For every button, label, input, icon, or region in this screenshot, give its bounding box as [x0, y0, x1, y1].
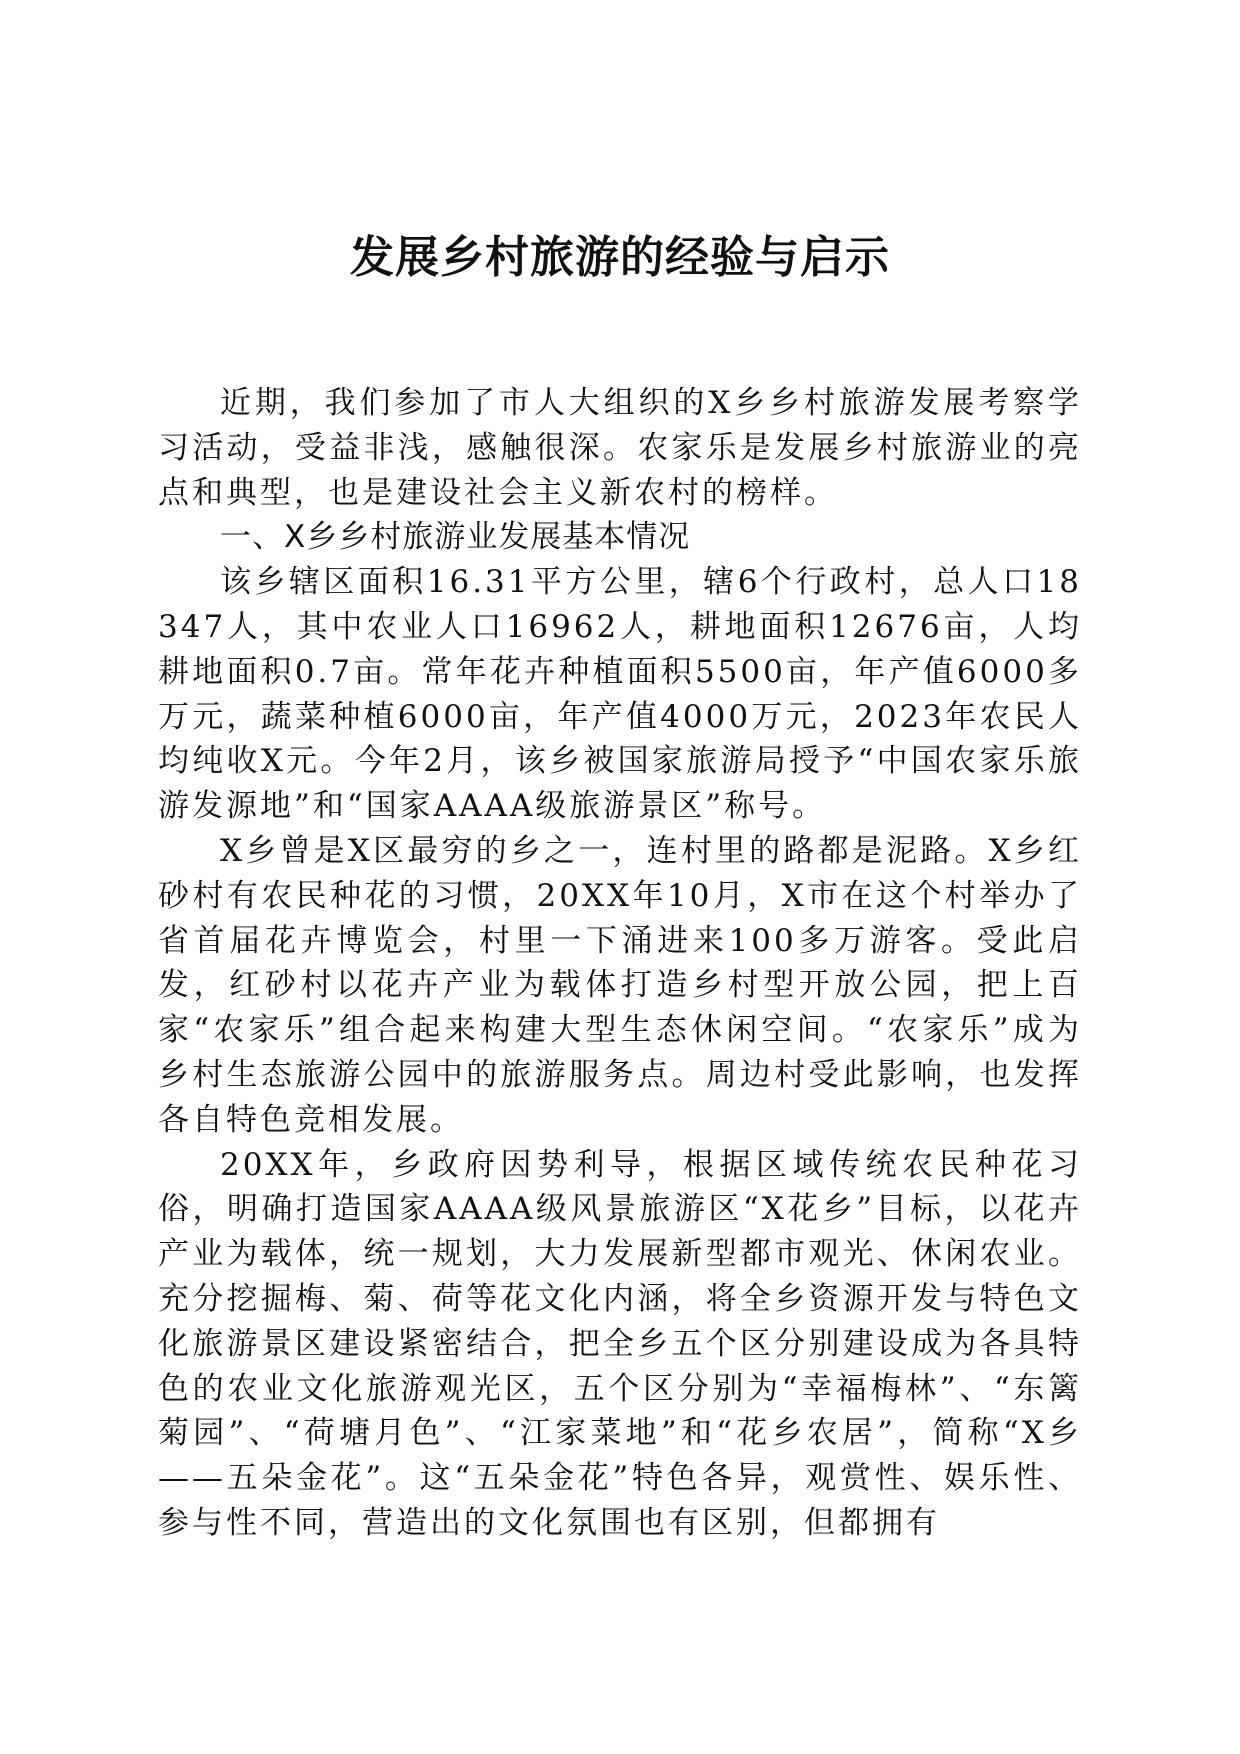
- paragraph-intro: 近期，我们参加了市人大组织的X乡乡村旅游发展考察学习活动，受益非浅，感触很深。农家乐是发展乡村旅游业的亮点和典型，也是建设社会主义新农村的榜样。: [158, 385, 1082, 511]
- paragraph-basic-info: 该乡辖区面积16.31平方公里，辖6个行政村，总人口18347人，其中农业人口16962人，耕地面积12676亩，人均耕地面积0.7亩。常年花卉种植面积5500亩，年产值6000多万元，蔬菜种植6000亩，年产值4000万元，2023年农民人均纯收X元。今年2月，该乡被国家旅游局授予“中国农家乐旅游发源地”和“国家AAAA级旅游景区”称号。: [158, 564, 1082, 825]
- document-title: 发展乡村旅游的经验与启示: [350, 232, 890, 283]
- section-heading-1: 一、X乡乡村旅游业发展基本情况: [220, 519, 691, 556]
- paragraph-planning: 20XX年，乡政府因势利导，根据区域传统农民种花习俗，明确打造国家AAAA级风景旅游区“X花乡”目标，以花卉产业为载体，统一规划，大力发展新型都市观光、休闲农业。充分挖掘梅、菊、荷等花文化内涵，将全乡资源开发与特色文化旅游景区建设紧密结合，把全乡五个区分别建设成为各具特色的农业文化旅游观光区，五个区分别为“幸福梅林”、“东篱菊园”、“荷塘月色”、“江家菜地”和“花乡农居”，简称“X乡——五朵金花”。这“五朵金花”特色各异，观赏性、娱乐性、参与性不同，营造出的文化氛围也有区别，但都拥有: [158, 1146, 1082, 1541]
- paragraph-history: X乡曾是X区最穷的乡之一，连村里的路都是泥路。X乡红砂村有农民种花的习惯，20XX年10月，X市在这个村举办了省首届花卉博览会，村里一下涌进来100多万游客。受此启发，红砂村以花卉产业为载体打造乡村型开放公园，把上百家“农家乐”组合起来构建大型生态休闲空间。“农家乐”成为乡村生态旅游公园中的旅游服务点。周边村受此影响，也发挥各自特色竞相发展。: [158, 832, 1082, 1138]
- document-body: [158, 381, 1082, 1546]
